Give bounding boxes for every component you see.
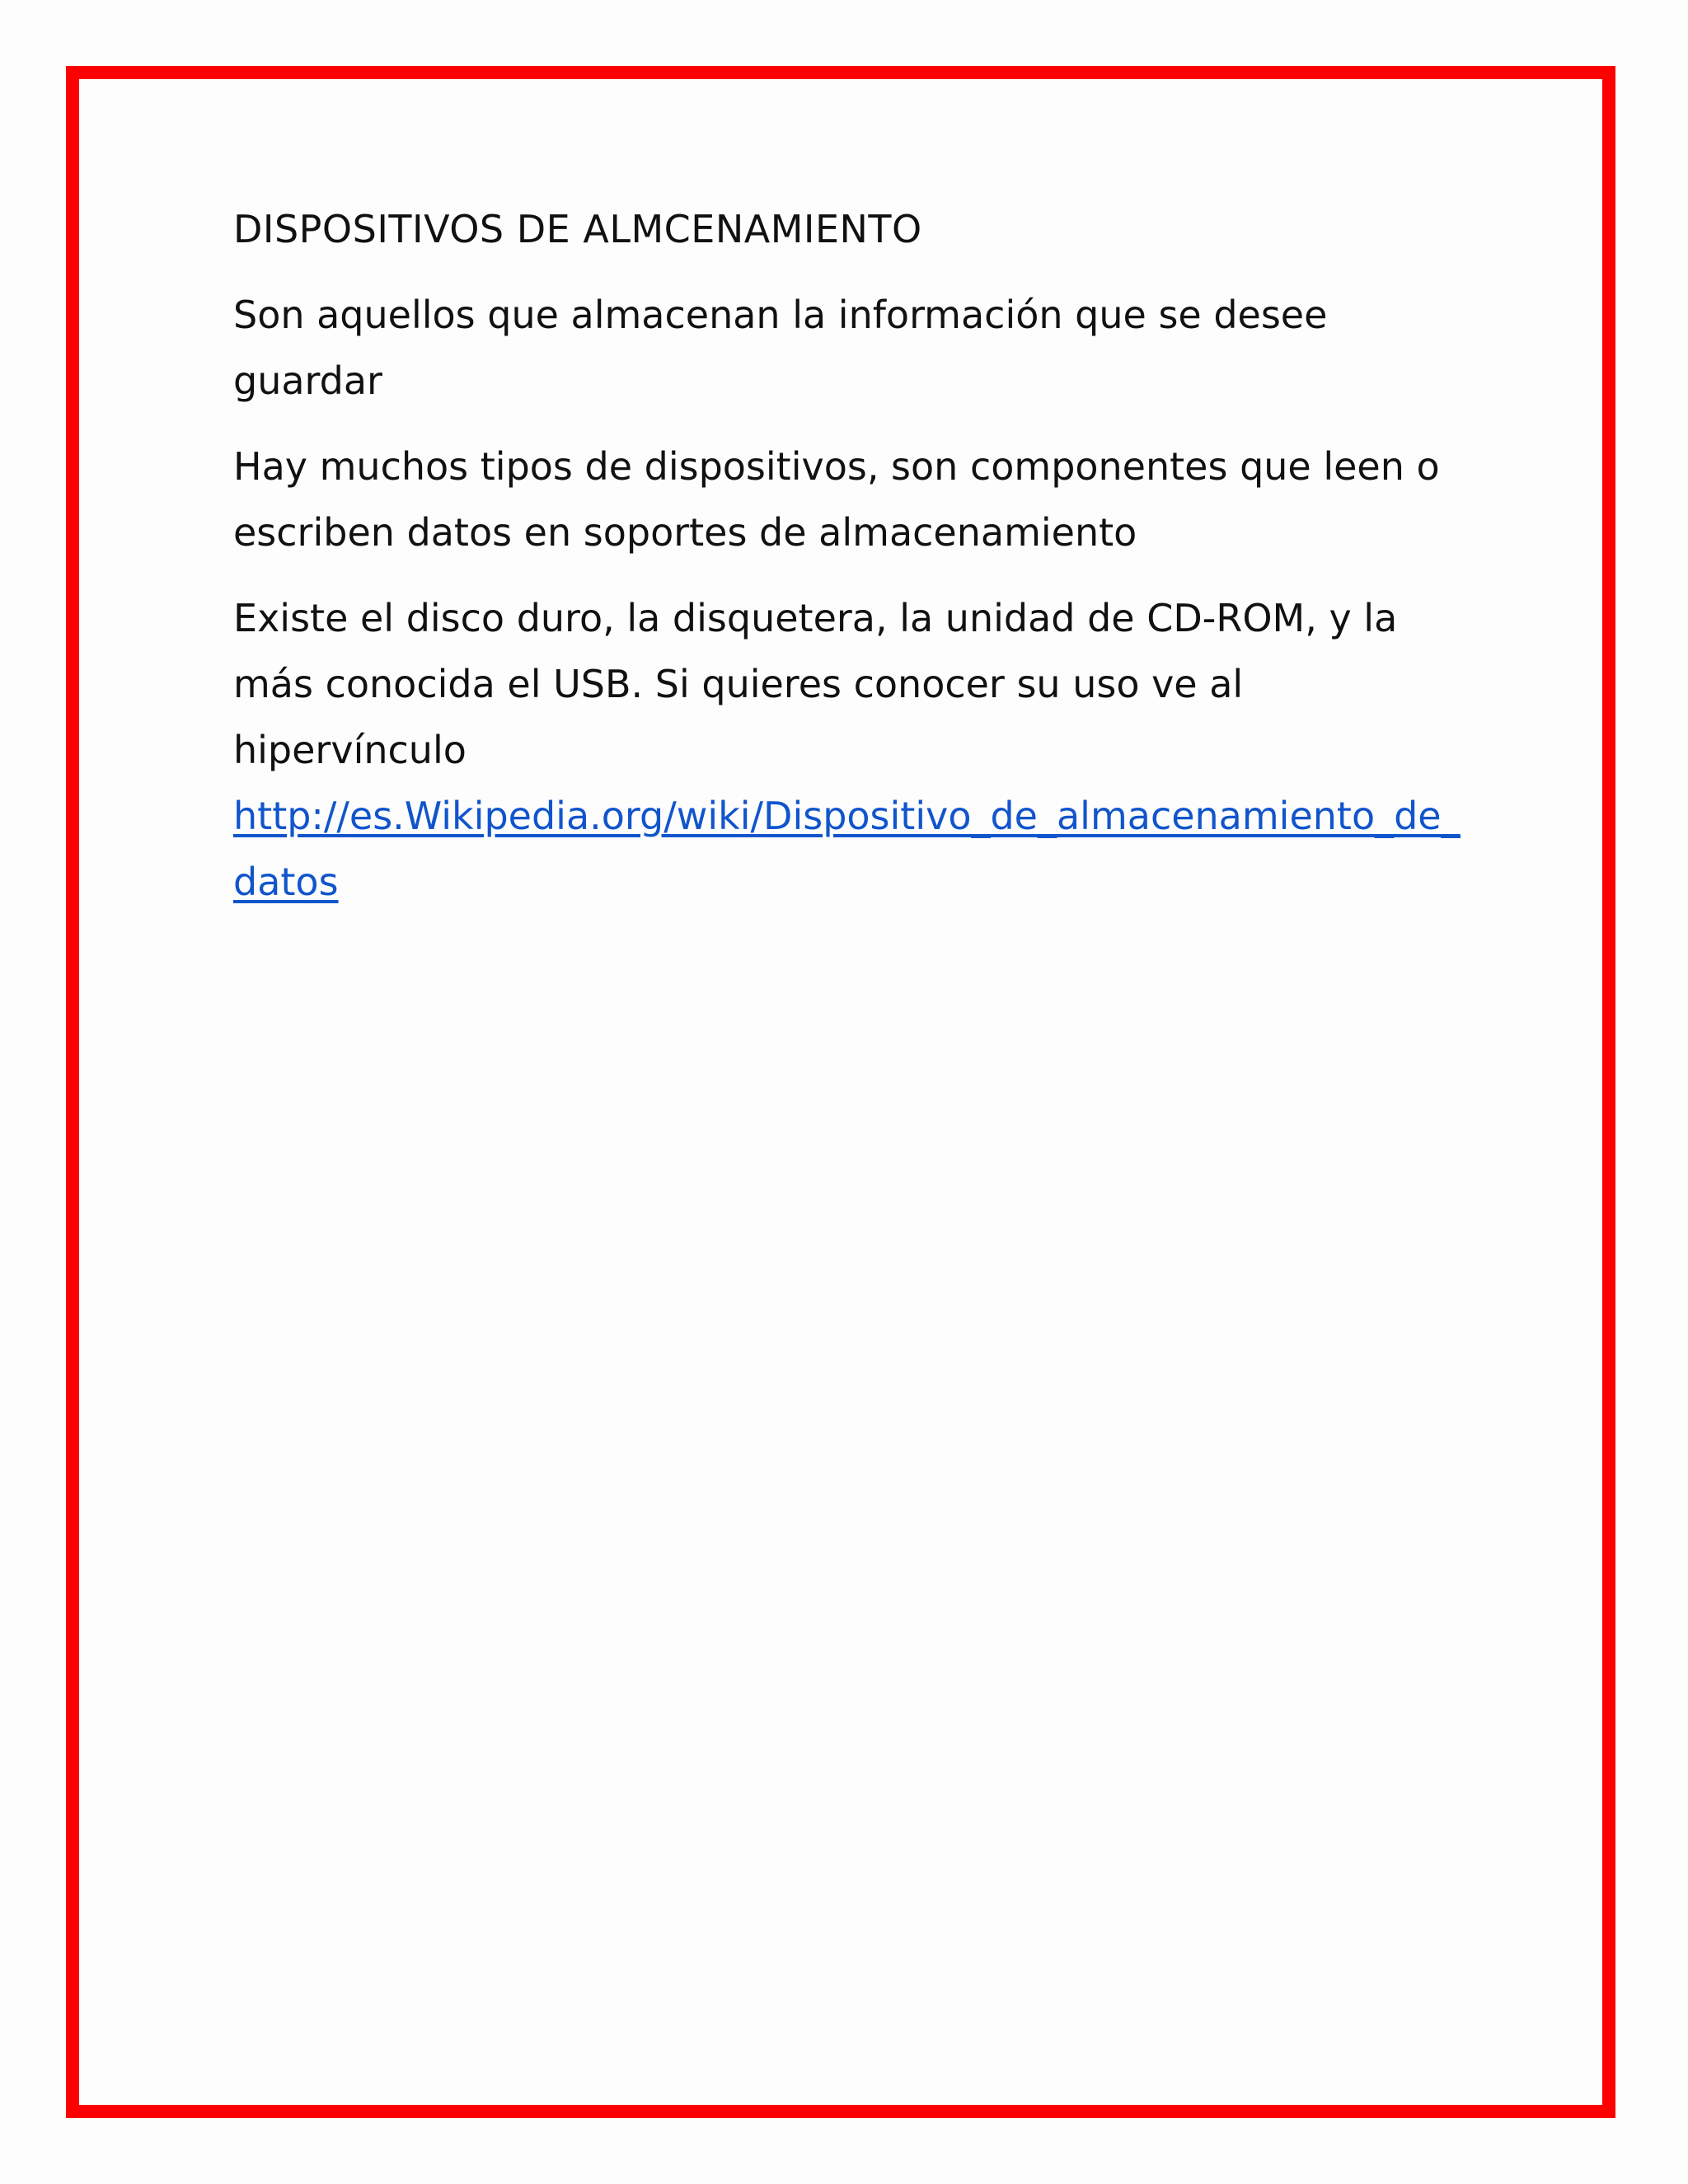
paragraph-examples [233,585,1470,915]
document-title: DISPOSITIVOS DE ALMCENAMIENTO [233,207,922,251]
document-body [233,196,1470,935]
paragraph-examples-text: Existe el disco duro, la disquetera, la unidad de CD-ROM, y la más conocida el USB. Si quieres conocer su uso ve al hipervínculo [233,596,1398,772]
paragraph-types: Hay muchos tipos de dispositivos, son componentes que leen o escriben datos en soportes de almacenamiento [233,444,1440,555]
wikipedia-hyperlink[interactable]: http://es.Wikipedia.org/wiki/Dispositivo_de_almacenamiento_de_datos [233,794,1461,904]
paragraph-definition: Son aquellos que almacenan la información que se desee guardar [233,293,1328,403]
